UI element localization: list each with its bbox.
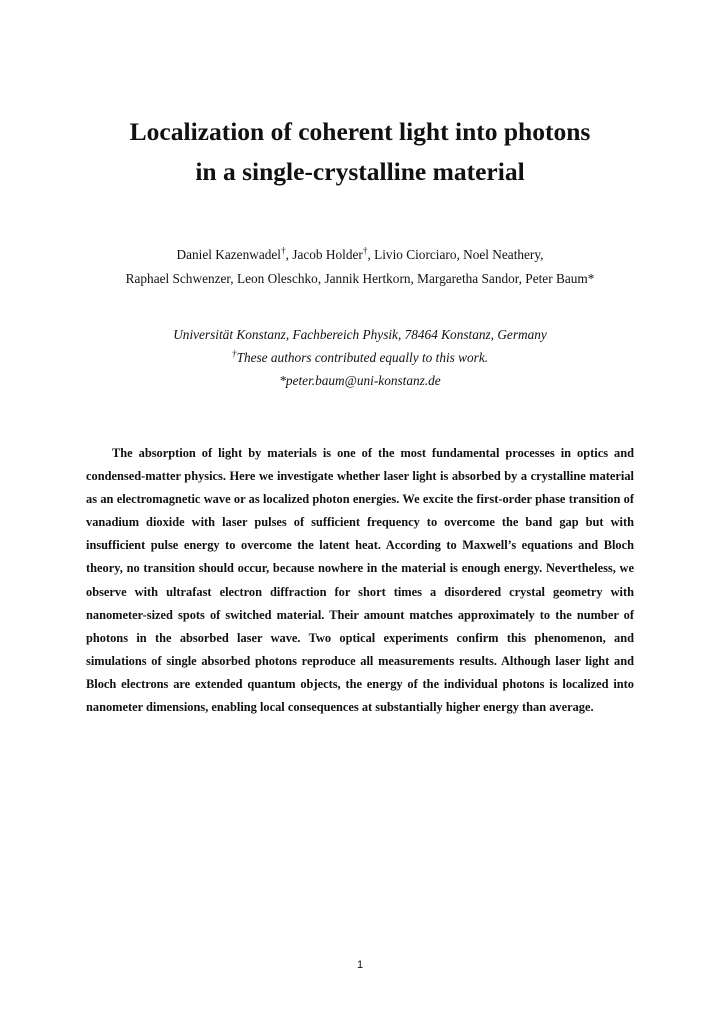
- paper-title: [60, 112, 660, 192]
- dagger-mark: †: [280, 246, 286, 257]
- title-line-1: Localization of coherent light into photons: [129, 117, 591, 146]
- author-text: , Jacob Holder: [285, 247, 363, 262]
- page-number: 1: [356, 959, 364, 971]
- dagger-mark: †: [362, 246, 368, 257]
- affiliation-block: [60, 323, 660, 392]
- title-line-2: in a single-crystalline material: [195, 157, 525, 186]
- author-line-1: [40, 243, 680, 267]
- dagger-mark: †: [231, 349, 237, 360]
- abstract-paragraph: The absorption of light by materials is one of the most fundamental processes in optics and condensed-matter physics. Here we investigate whether laser light is absorbed by a crystalline material as an electromagnetic wave or as localized photon energies. We excite the first-order phase transition of vanadium dioxide with laser pulses of sufficient frequency to overcome the band gap but with insufficient pulse energy to overcome the latent heat. According to Maxwell’s equations and Bloch theory, no transition should occur, because nowhere in the material is enough energy. Nevertheless, we observe with ultrafast electron diffraction for short times a disordered crystal geometry with nanometer-sized spots of switched material. Their amount matches approximately to the number of photons in the absorbed laser wave. Two optical experiments confirm this phenomenon, and simulations of single absorbed photons reproduce all measurements results. Although laser light and Bloch electrons are extended quantum objects, the energy of the individual photons is localized into nanometer dimensions, enabling local consequences at substantially higher energy than average.: [86, 446, 634, 715]
- author-line-2: Raphael Schwenzer, Leon Oleschko, Jannik Hertkorn, Margaretha Sandor, Peter Baum*: [125, 271, 595, 286]
- affiliation-line: Universität Konstanz, Fachbereich Physik, 78464 Konstanz, Germany: [173, 327, 547, 342]
- author-text: Daniel Kazenwadel: [176, 247, 281, 262]
- corresponding-email: *peter.baum@uni-konstanz.de: [279, 373, 441, 388]
- equal-contribution-note: [60, 346, 660, 369]
- author-text: , Livio Ciorciaro, Noel Neathery,: [367, 247, 544, 262]
- author-list: [40, 243, 680, 291]
- equal-contribution-text: These authors contributed equally to this work.: [236, 350, 489, 365]
